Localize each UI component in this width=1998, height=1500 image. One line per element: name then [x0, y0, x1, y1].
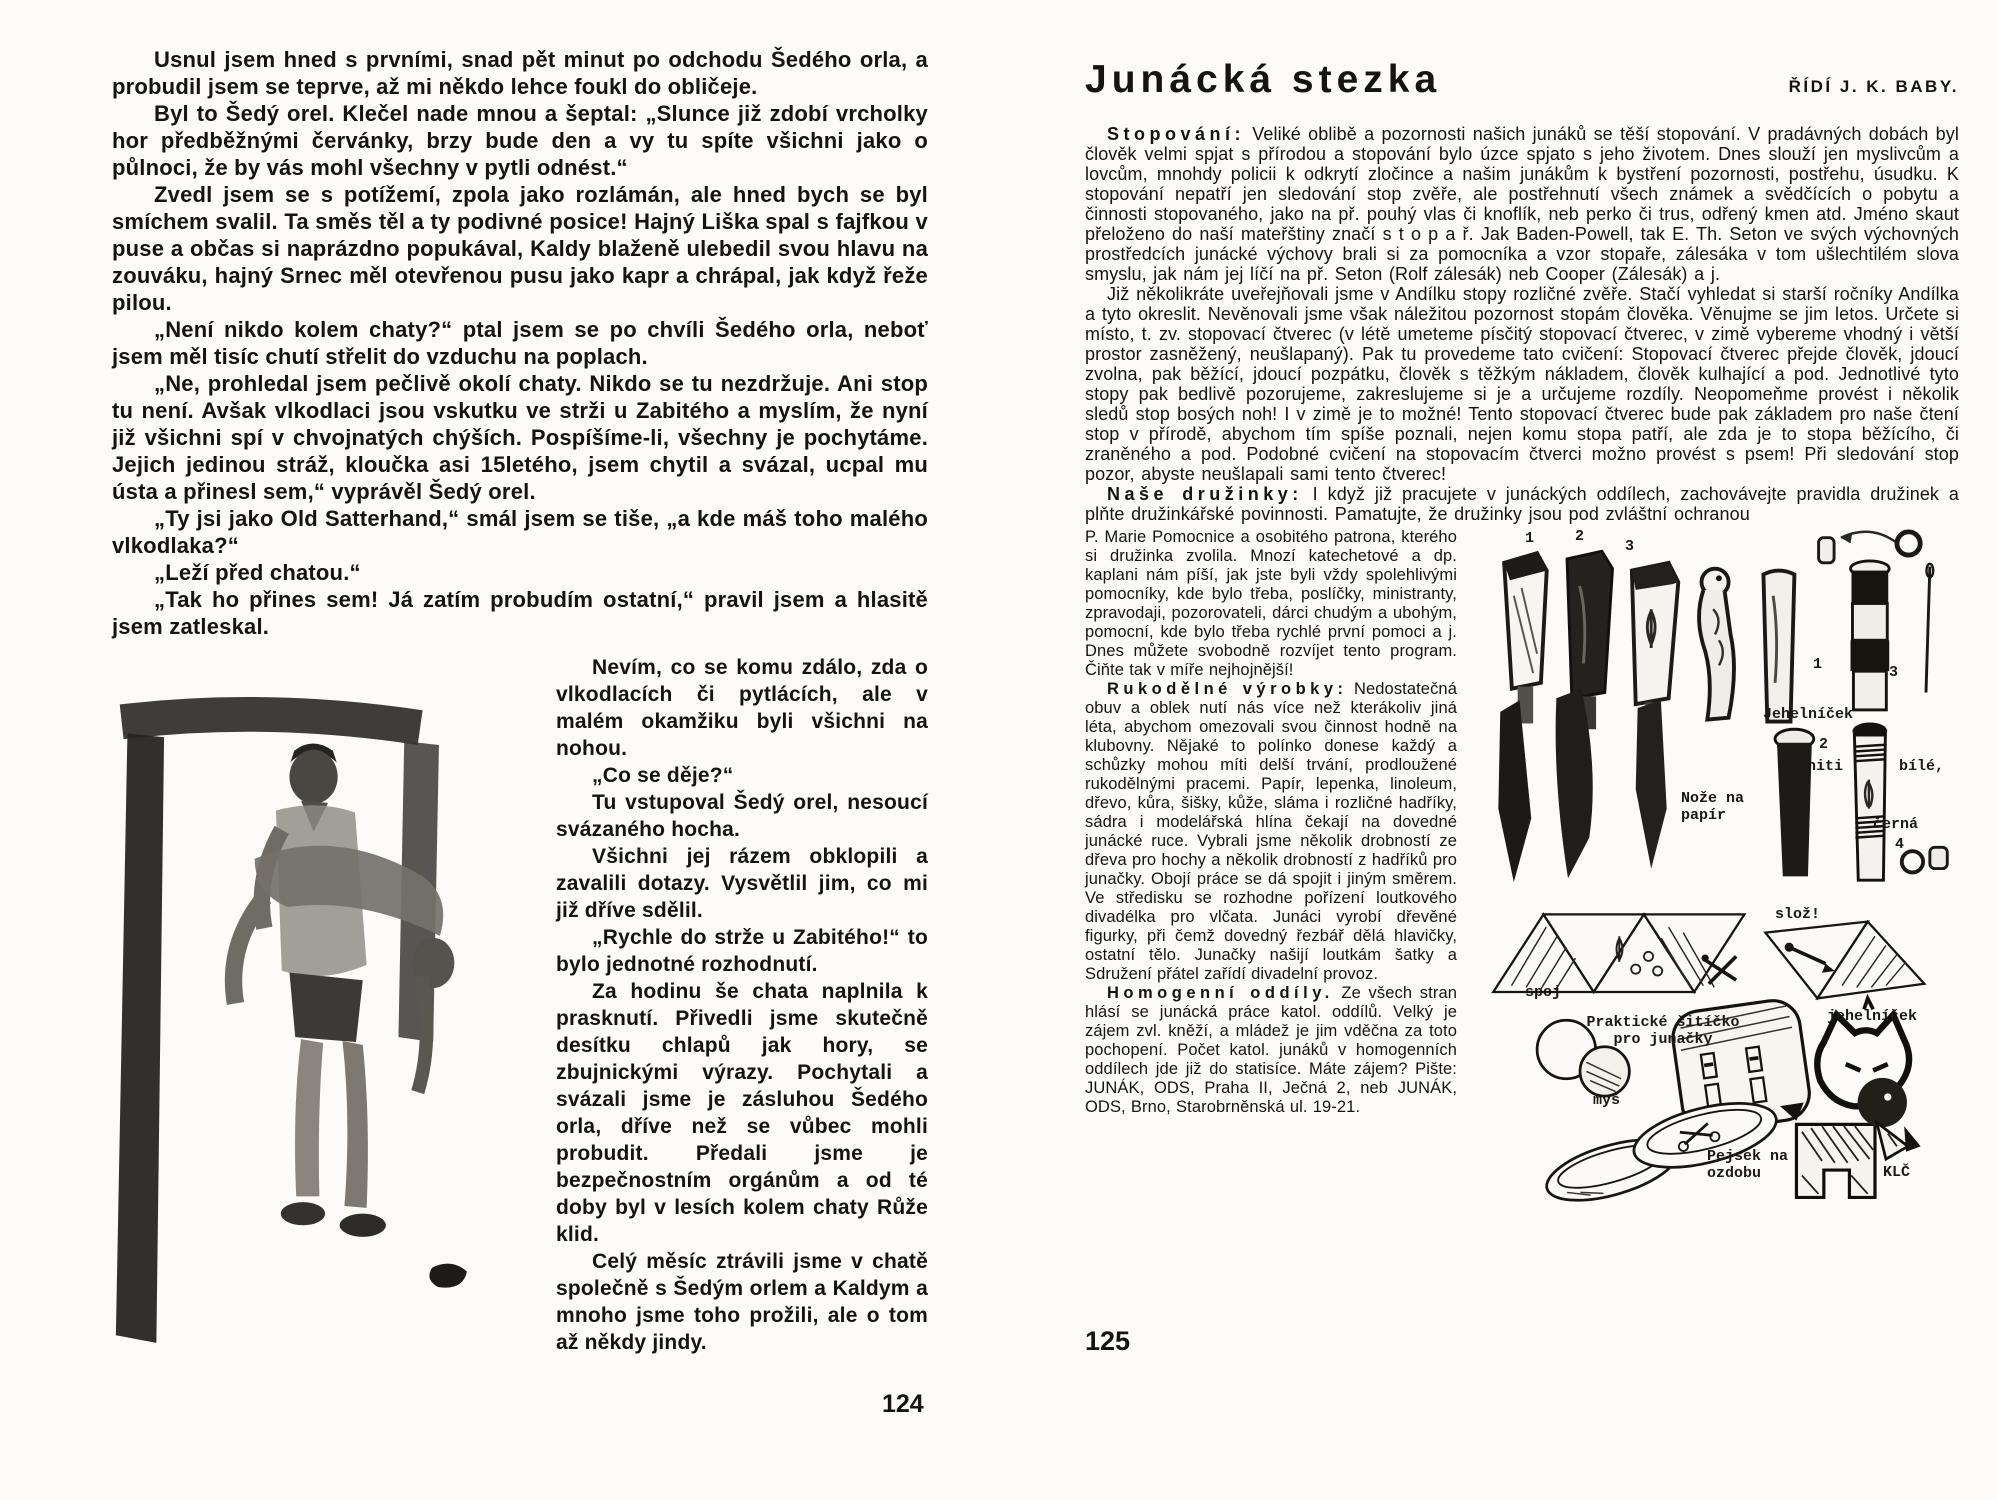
section-paragraph [1085, 984, 1457, 1117]
story-paragraph: Za hodinu še chata naplnila k prasknutí. Přivedli jsme skutečně desítku chlapů jak hory, se zbujnickými výrazy. Pochytali a svázali jsme je zásluhou Šedého orla, dříve než se vůbec mohli probudit. Předali jsme je bezpečnostním orgánům a od té doby byl v lesích kolem chaty Růže klid. [556, 980, 928, 1246]
label-spoj: spoj [1525, 984, 1562, 1001]
label-number-3b: 3 [1889, 664, 1899, 681]
story-paragraph: Celý měsíc ztrávili jsme v chatě společně s Šedým orlem a Kaldym a mnoho jsme toho prožili, ale o tom až někdy jindy. [556, 1250, 928, 1354]
section-text: Ze všech stran hlásí se junácká práce katol. oddílů. Velký je zájem zvl. kněží, a mládež je jim vděčna za toto pochopení. Počet katol. junáků v homogenních oddílech jde již do statisíce. Máte zájem? Pište: JUNÁK, ODS, Praha II, Ječná 2, neb JUNÁK, ODS, Brno, Starobrněnská ul. 19-21. [1085, 984, 1457, 1116]
paper-knife-1 [1498, 700, 1531, 882]
pompon [1902, 851, 1923, 872]
page-number-left: 124 [882, 1390, 924, 1418]
section-paragraph [1085, 528, 1457, 680]
story-illustration [112, 654, 546, 1356]
story-paragraph: „Rychle do strže u Zabitého!“ to bylo jednotné rozhodnutí. [556, 926, 928, 976]
story-paragraph: Tu vstupoval Šedý orel, nesoucí svázaného hocha. [556, 791, 928, 841]
byline: ŘÍDÍ J. K. BABY. [1788, 77, 1959, 96]
story-paragraph: „Ty jsi jako Old Satterhand,“ smál jsem se tiše, „a kde máš toho malého vlkodlaka?“ [112, 506, 928, 558]
story-paragraph: „Ne, prohledal jsem pečlivě okolí chaty. Nikdo se tu nezdržuje. Ani stop tu není. Avšak vlkodlaci jsou vskutku ve strži u Zabitého a myslím, že nyní již všichni spí v chvojnatých chýších. Pospíšíme-li, všechny je pochytáme. Jejich jedinou stráž, kloučka asi 15letého, jsem chytil a svázal, ucpal mu ústa a přinesl sem,“ vyprávěl Šedý orel. [112, 371, 928, 504]
round-stick [1763, 571, 1794, 722]
section-text: P. Marie Pomocnice a osobitého patrona, kterého si družinka zvolila. Mnozí katechetové a dp. kaplani nám píší, jak jste byli vždy spolehlivými pomocníky, kde bylo třeba, poslíčky, ministranty, zpravodaji, pozorovateli, dárci chudým a ubohým, pomocní, kde bylo třeba rychlé první pomoci a j. Dnes můžete svobodně rozvíjet tento program. Čiňte tak v míře nejhojnější! [1085, 528, 1457, 679]
label-mys: myš [1593, 1092, 1621, 1109]
ink-blot [429, 1264, 467, 1288]
left-page-column [556, 654, 928, 1356]
door-post-left [116, 733, 164, 1343]
story-paragraph: Zvedl jsem se s potížemí, zpola jako rozlámán, ale hned bych se byl smíchem svalil. Ta směs těl a ty podivné posice! Hajný Liška spal s fajfkou v puse a občas si naprázdno popukával, Kaldy blaženě ulebedil svou hlavu na zouváku, hajný Srnec měl otevřenou pusu jako kapr a chrápal, jak když řeže pilou. [112, 182, 928, 315]
label-number-3: 3 [1625, 538, 1635, 555]
story-paragraph: Všichni jej rázem obklopili a zavalili dotazy. Vysvětlil jim, co mi již dříve sdělil. [556, 845, 928, 922]
needle [1926, 567, 1930, 693]
section-text: I když již pracujete v junáckých oddílech, zachovávejte pravidla družinek a plňte družinkářské povinnosti. Pamatujte, že družinky jsou pod zvláštní ochranou [1085, 484, 1959, 524]
section-text: Již několikráte uveřejňovali jsme v Andílku stopy rozličné zvěře. Stačí vyhledat si starší ročníky Andílka a tyto okreslit. Nevěnovali jsme však náležitou pozornost stopám člověka. Věnujme se jim letos. Určete si místo, t. zv. stopovací čtverec (v létě umeteme písčitý stopovací čtverec, v zimě vybereme vhodný i větší prostor zasněžený, neušlapaný). Pak tu provedeme tato cvičení: Stopovací čtverec přejde člověk, jdoucí zvolna, pak běžící, jdoucí pozpátku, člověk s těžkým nákladem, člověk kulhající a pod. Jednotlivé tyto stopy pak bedlivě pozorujeme, zakreslujeme si je a určujeme rozdíly. Neopomeňme provést i několik sledů stop bosých noh! I v zimě je to možné! Tento stopovací čtverec bude pak základem pro naše čtení stop v přírodě, abychom tím spíše poznali, nejen komu stopa patří, ale zda je to stopa běžícího, či zraněného a pod. Podobné cvičení na stopovacím čtverci možno provést s psem! Při sledování stop pozor, abyste neušlapali sami tento čtverec! [1085, 284, 1959, 484]
thimble [1930, 847, 1947, 868]
label-number-1: 1 [1525, 530, 1535, 547]
label-siticko: Praktické šitíčko pro junačky [1586, 1014, 1740, 1049]
section-paragraph [1085, 124, 1959, 284]
page-number-right: 125 [1085, 1326, 1131, 1356]
section-lead: Rukodělné výrobky: [1107, 680, 1348, 698]
section-lead: Stopování: [1107, 124, 1245, 144]
label-number-4: 4 [1895, 836, 1905, 853]
story-paragraph: „Není nikdo kolem chaty?“ ptal jsem se po chvíli Šedého orla, neboť jsem měl tisíc chutí střelit do vzduchu na poplach. [112, 317, 928, 369]
story-illustration-drawing [112, 654, 546, 1349]
label-pejsek: Pejsek na ozdobu [1707, 1148, 1789, 1183]
section-paragraph [1085, 484, 1959, 524]
door-lintel [120, 697, 423, 745]
section-lead: Homogenní oddíly. [1107, 984, 1334, 1002]
right-page-illustrations [1475, 528, 1959, 1300]
right-page [1085, 58, 1959, 1357]
page-title: Junácká stezka [1085, 58, 1442, 101]
label-jehelnicek: Jehelníček [1763, 706, 1854, 723]
label-noze-na-papir: Nože na papír [1681, 790, 1745, 825]
dog-head [1858, 1078, 1907, 1127]
story-paragraph: „Leží před chatou.“ [154, 560, 361, 585]
label-niti: niti [1807, 758, 1844, 775]
label-jehelnicek-2: jehelníček [1827, 1008, 1918, 1025]
left-page [112, 46, 928, 1419]
right-page-columns [1085, 528, 1959, 1300]
right-page-body [1085, 124, 1959, 1357]
triangle-strip-2 [1765, 922, 1924, 999]
story-paragraph: „Co se děje?“ [592, 764, 734, 787]
label-number-2b: 2 [1819, 736, 1829, 753]
section-paragraph [1085, 284, 1959, 484]
label-sloz: slož! [1775, 906, 1821, 923]
section-paragraph [1085, 680, 1457, 984]
carrier-head [289, 750, 337, 804]
section-lead: Naše družinky: [1107, 484, 1303, 504]
story-paragraph: Byl to Šedý orel. Klečel nade mnou a šeptal: „Slunce již zdobí vrcholky hor předběžnými červánky, brzy bude den a vy tu spíte všichni jako o půlnoci, že by vás mohl všechny v pytli odnést.“ [112, 101, 928, 180]
sewing-drawing [1475, 896, 1959, 1298]
section-text: Nedostatečná obuv a oblek nutí nás více než kterákoliv jiná léta, abychom omezovali svou činnost hodně na klubovny. Nějaké to polínko donese každý a schůzky mohou míti delší trvání, prodloužené rukodělnými pracemi. Papír, lepenka, linoleum, dřevo, kůra, šišky, kůže, sláma i rozličné hadříky, sádra i modelářská hlína čekají na dovedné junácké ruce. Vybrali jsme několik drobností ze dřeva pro hochy a několik drobností z hadříků pro junačky. Obojí práce se dá spojit i jiným směrem. Ve středisku se rozhodne pořízení loutkového divadélka pro vlčata. Junáci vyrobí dřevěné figurky, při čemž dovedný řezbář dělá hlavičky, ostatní tělo. Junačky našijí loutkám šatky a Sdružení přátel zařídí divadelní provoz. [1085, 680, 1457, 983]
section-text: Veliké oblibě a pozornosti našich junáků se těší stopování. V pradávných dobách byl člověk velmi spjat s přírodou a stopování bylo úzce spjato s jeho životem. Dnes slouží jen myslivcům a lovcům, mnohdy policii k odkrytí zločince a našim junákům k bystření pozornosti, postřehu, úsudku. K stopování nepatří jen sledování stop zvěře, ale postřehnutí všech známek a svědčících o pobytu a činnosti stopovaného, jako na př. pouhý vlas či knoflík, neb perko či trus, odřený kmen atd. Jméno skaut přeloženo do naší mateřštiny značí s t o p a ř. Jak Baden-Powell, tak E. Th. Seton ve svých výchovných prostředcích junácké výchovy brali si za pomocníka a vzor stopaře, zálesáka v tom ušlechtilém slova smyslu, jak nám jej líčí na př. Seton (Rolf zálesák) neb Cooper (Zálesák) a j. [1085, 124, 1959, 284]
story-paragraph: Usnul jsem hned s prvními, snad pět minut po odchodu Šedého orla, a probudil jsem se teprve, až mi někdo lehce foukl do obličeje. [112, 47, 928, 99]
ring [1897, 532, 1920, 555]
carving-illustration [1475, 528, 1959, 890]
knife-handle-2 [1567, 551, 1612, 698]
label-cerna: černá [1873, 816, 1919, 833]
paper-knife-3 [1636, 700, 1667, 868]
sewing-illustration [1475, 896, 1959, 1300]
label-signature: KLČ [1883, 1164, 1911, 1181]
story-paragraph: Nevím, co se komu zdálo, zda o vlkodlacích či pytlácích, ale v malém okamžiku byli všichni na nohou. [556, 656, 928, 760]
column-header [1085, 58, 1959, 102]
cork [1819, 538, 1834, 563]
left-page-bottom [112, 654, 928, 1356]
story-paragraph: „Tak ho přines sem! Já zatím probudím ostatní,“ pravil jsem a hlasitě jsem zatleskal. [112, 587, 928, 639]
label-number-2: 2 [1575, 528, 1585, 545]
label-bile: bílé, [1899, 758, 1945, 775]
right-page-text-column [1085, 528, 1457, 1300]
label-number-1b: 1 [1813, 656, 1823, 673]
